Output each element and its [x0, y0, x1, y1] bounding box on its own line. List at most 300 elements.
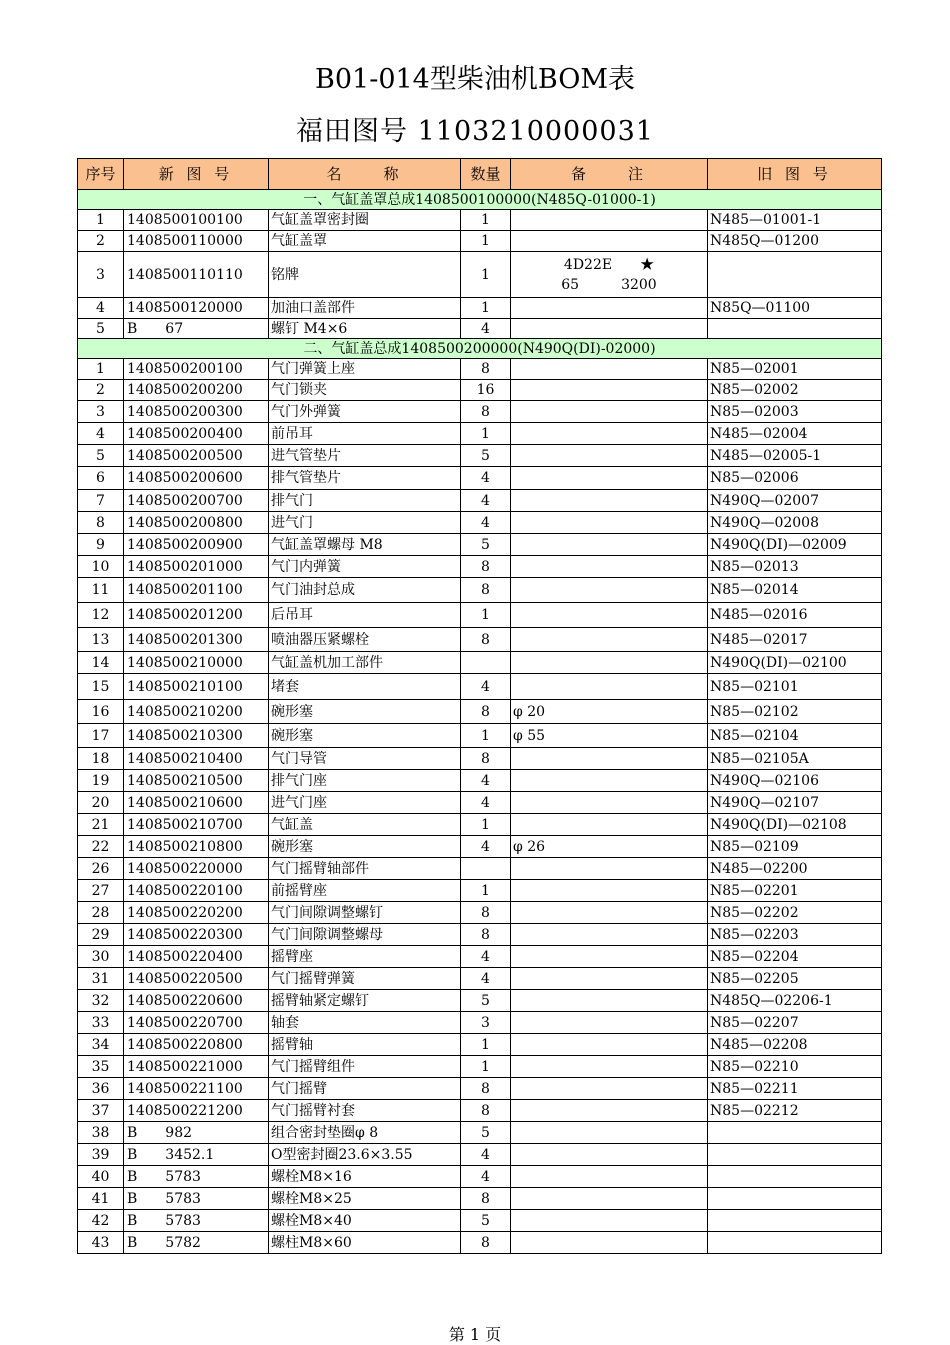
row-no: 43: [78, 1232, 124, 1254]
row-qty: 1: [461, 724, 511, 748]
row-no: 4: [78, 298, 124, 319]
table-row: [78, 836, 882, 858]
table-row: [78, 1188, 882, 1210]
header-new-drawing: 新 图 号: [124, 159, 269, 190]
row-old-drawing: N85—02109: [708, 836, 882, 858]
row-name: 气缸盖: [269, 814, 461, 836]
table-row: [78, 231, 882, 252]
row-qty: 8: [461, 902, 511, 924]
row-new-drawing: 1408500200700: [124, 490, 269, 512]
row-name: 堵套: [269, 674, 461, 700]
row-old-drawing: [708, 1122, 882, 1144]
row-no: 12: [78, 603, 124, 628]
row-new-drawing: 1408500220300: [124, 924, 269, 946]
page-number: 第 1 页: [448, 1325, 502, 1344]
row-old-drawing: N490Q—02008: [708, 512, 882, 534]
row-note: [511, 380, 708, 401]
row-no: 9: [78, 534, 124, 556]
row-new-drawing: 1408500201000: [124, 556, 269, 578]
row-no: 4: [78, 423, 124, 445]
row-new-drawing: 1408500220700: [124, 1012, 269, 1034]
row-new-drawing: 1408500221000: [124, 1056, 269, 1078]
row-name: 气门摇臂弹簧: [269, 968, 461, 990]
row-note: [511, 1166, 708, 1188]
row-note: [511, 578, 708, 603]
table-row: [78, 1056, 882, 1078]
row-no: 7: [78, 490, 124, 512]
row-qty: 16: [461, 380, 511, 401]
table-row: [78, 1232, 882, 1254]
row-name: 碗形塞: [269, 836, 461, 858]
row-name: 后吊耳: [269, 603, 461, 628]
row-no: 29: [78, 924, 124, 946]
row-no: 18: [78, 748, 124, 770]
row-old-drawing: N485—02208: [708, 1034, 882, 1056]
row-no: 21: [78, 814, 124, 836]
row-note: [511, 603, 708, 628]
row-new-drawing: 1408500201200: [124, 603, 269, 628]
row-new-drawing: 1408500210200: [124, 700, 269, 724]
row-no: 8: [78, 512, 124, 534]
row-note: [511, 990, 708, 1012]
row-new-drawing: 1408500220600: [124, 990, 269, 1012]
row-qty: 4: [461, 1166, 511, 1188]
row-no: 2: [78, 231, 124, 252]
row-no: 10: [78, 556, 124, 578]
row-no: 11: [78, 578, 124, 603]
row-new-drawing: 1408500200100: [124, 359, 269, 380]
row-old-drawing: [708, 319, 882, 339]
row-note: [511, 1012, 708, 1034]
row-new-drawing: 1408500210400: [124, 748, 269, 770]
row-qty: 8: [461, 748, 511, 770]
row-qty: 4: [461, 946, 511, 968]
row-name: 气门摇臂衬套: [269, 1100, 461, 1122]
row-qty: 1: [461, 252, 511, 298]
row-old-drawing: N85—02104: [708, 724, 882, 748]
row-name: 排气门座: [269, 770, 461, 792]
row-new-drawing: 1408500200900: [124, 534, 269, 556]
row-note: [511, 652, 708, 674]
row-old-drawing: N485—02005-1: [708, 445, 882, 467]
row-name: 加油口盖部件: [269, 298, 461, 319]
row-name: 螺柱M8×60: [269, 1232, 461, 1254]
table-row: [78, 401, 882, 423]
row-note: φ 55: [511, 724, 708, 748]
row-old-drawing: N490Q(DI)—02100: [708, 652, 882, 674]
row-note: [511, 401, 708, 423]
table-row: [78, 423, 882, 445]
row-note: [511, 1078, 708, 1100]
row-new-drawing: B 5783: [124, 1166, 269, 1188]
row-name: 摇臂轴: [269, 1034, 461, 1056]
row-new-drawing: 1408500220100: [124, 880, 269, 902]
table-row: [78, 490, 882, 512]
row-qty: 8: [461, 401, 511, 423]
row-name: 摇臂轴紧定螺钉: [269, 990, 461, 1012]
row-old-drawing: [708, 1232, 882, 1254]
row-qty: 4: [461, 836, 511, 858]
row-note: [511, 231, 708, 252]
row-new-drawing: 1408500210700: [124, 814, 269, 836]
row-no: 34: [78, 1034, 124, 1056]
row-old-drawing: N85—02212: [708, 1100, 882, 1122]
table-row: [78, 1210, 882, 1232]
row-qty: 8: [461, 1188, 511, 1210]
row-qty: 8: [461, 556, 511, 578]
note-line-2: 65 3200: [561, 276, 657, 293]
row-note: φ 20: [511, 700, 708, 724]
row-name: 轴套: [269, 1012, 461, 1034]
row-old-drawing: N485—02004: [708, 423, 882, 445]
row-old-drawing: [708, 1210, 882, 1232]
row-no: 5: [78, 319, 124, 339]
row-old-drawing: N85—02013: [708, 556, 882, 578]
row-no: 3: [78, 401, 124, 423]
row-name: 气缸盖罩螺母 M8: [269, 534, 461, 556]
row-qty: 4: [461, 467, 511, 490]
document-title: B01-014型柴油机BOM表: [315, 64, 635, 95]
table-body: [78, 190, 882, 1254]
header-no: 序号: [78, 159, 124, 190]
row-old-drawing: [708, 252, 882, 298]
row-name: 进气门: [269, 512, 461, 534]
table-row: [78, 380, 882, 401]
table-row: [78, 858, 882, 880]
row-new-drawing: B 3452.1: [124, 1144, 269, 1166]
row-old-drawing: N85—02204: [708, 946, 882, 968]
row-name: 碗形塞: [269, 724, 461, 748]
row-no: 30: [78, 946, 124, 968]
row-qty: 1: [461, 210, 511, 231]
row-old-drawing: N485Q—01200: [708, 231, 882, 252]
row-no: 39: [78, 1144, 124, 1166]
row-new-drawing: 1408500100100: [124, 210, 269, 231]
table-row: [78, 1144, 882, 1166]
row-qty: 1: [461, 1034, 511, 1056]
table-row: [78, 1122, 882, 1144]
row-new-drawing: 1408500200300: [124, 401, 269, 423]
row-no: 32: [78, 990, 124, 1012]
table-row: [78, 902, 882, 924]
row-name: 螺栓M8×16: [269, 1166, 461, 1188]
table-row: [78, 990, 882, 1012]
row-note: [511, 924, 708, 946]
table-row: [78, 556, 882, 578]
row-new-drawing: 1408500201100: [124, 578, 269, 603]
row-old-drawing: N485—01001-1: [708, 210, 882, 231]
table-row: [78, 628, 882, 652]
row-qty: 4: [461, 319, 511, 339]
row-old-drawing: N485—02017: [708, 628, 882, 652]
row-new-drawing: 1408500200500: [124, 445, 269, 467]
row-note: [511, 880, 708, 902]
row-old-drawing: N490Q(DI)—02108: [708, 814, 882, 836]
row-old-drawing: N85—02203: [708, 924, 882, 946]
table-row: [78, 946, 882, 968]
table-row: [78, 770, 882, 792]
bom-table: [77, 158, 882, 1254]
table-row: [78, 674, 882, 700]
row-no: 5: [78, 445, 124, 467]
row-new-drawing: 1408500220800: [124, 1034, 269, 1056]
row-name: 气门导管: [269, 748, 461, 770]
row-no: 36: [78, 1078, 124, 1100]
row-qty: 1: [461, 231, 511, 252]
row-no: 2: [78, 380, 124, 401]
table-row: [78, 512, 882, 534]
row-name: 进气管垫片: [269, 445, 461, 467]
row-no: 35: [78, 1056, 124, 1078]
row-note: [511, 628, 708, 652]
row-no: 13: [78, 628, 124, 652]
row-name: 气门摇臂组件: [269, 1056, 461, 1078]
row-new-drawing: 1408500110000: [124, 231, 269, 252]
table-row: [78, 1012, 882, 1034]
table-row: [78, 1100, 882, 1122]
row-qty: 5: [461, 1122, 511, 1144]
row-note: [511, 1210, 708, 1232]
row-qty: 1: [461, 1056, 511, 1078]
section-title: 二、气缸盖总成1408500200000(N490Q(DI)-02000): [78, 339, 882, 359]
row-old-drawing: [708, 1188, 882, 1210]
row-note: [511, 814, 708, 836]
row-note: [511, 490, 708, 512]
row-no: 6: [78, 467, 124, 490]
row-note: [511, 858, 708, 880]
row-note: [511, 252, 708, 298]
row-new-drawing: 1408500200400: [124, 423, 269, 445]
row-name: 摇臂座: [269, 946, 461, 968]
table-row: [78, 814, 882, 836]
table-row: [78, 578, 882, 603]
row-name: 气门油封总成: [269, 578, 461, 603]
table-row: [78, 467, 882, 490]
row-qty: 8: [461, 628, 511, 652]
table-row: [78, 968, 882, 990]
section-header-row: [78, 190, 882, 210]
table-row: [78, 534, 882, 556]
row-qty: 4: [461, 512, 511, 534]
row-note: [511, 1056, 708, 1078]
row-new-drawing: B 982: [124, 1122, 269, 1144]
row-new-drawing: 1408500200600: [124, 467, 269, 490]
row-name: 气门内弹簧: [269, 556, 461, 578]
row-note: [511, 445, 708, 467]
row-no: 40: [78, 1166, 124, 1188]
table-row: [78, 210, 882, 231]
row-qty: 4: [461, 1144, 511, 1166]
table-row: [78, 252, 882, 298]
table-row: [78, 1166, 882, 1188]
row-no: 31: [78, 968, 124, 990]
row-no: 15: [78, 674, 124, 700]
row-new-drawing: 1408500210300: [124, 724, 269, 748]
row-old-drawing: N490Q—02007: [708, 490, 882, 512]
row-new-drawing: 1408500120000: [124, 298, 269, 319]
table-row: [78, 880, 882, 902]
row-old-drawing: [708, 1166, 882, 1188]
row-name: O型密封圈23.6×3.55: [269, 1144, 461, 1166]
row-note: [511, 792, 708, 814]
header-note: 备 注: [511, 159, 708, 190]
table-row: [78, 319, 882, 339]
row-note: [511, 319, 708, 339]
row-old-drawing: N485—02200: [708, 858, 882, 880]
row-qty: 1: [461, 603, 511, 628]
row-note: [511, 1232, 708, 1254]
row-qty: 1: [461, 298, 511, 319]
row-qty: 4: [461, 968, 511, 990]
row-name: 螺钉 M4×6: [269, 319, 461, 339]
row-note: [511, 1144, 708, 1166]
row-no: 17: [78, 724, 124, 748]
row-name: 排气门: [269, 490, 461, 512]
row-no: 38: [78, 1122, 124, 1144]
row-old-drawing: N85—02002: [708, 380, 882, 401]
row-old-drawing: N485—02016: [708, 603, 882, 628]
row-no: 42: [78, 1210, 124, 1232]
row-new-drawing: 1408500110110: [124, 252, 269, 298]
row-qty: 4: [461, 490, 511, 512]
row-qty: [461, 858, 511, 880]
row-qty: 5: [461, 990, 511, 1012]
table-row: [78, 1034, 882, 1056]
row-note: φ 26: [511, 836, 708, 858]
row-no: 19: [78, 770, 124, 792]
row-old-drawing: N85—02207: [708, 1012, 882, 1034]
row-old-drawing: N85—02102: [708, 700, 882, 724]
table-row: [78, 724, 882, 748]
row-qty: 1: [461, 814, 511, 836]
row-qty: 8: [461, 700, 511, 724]
row-new-drawing: 1408500220000: [124, 858, 269, 880]
row-new-drawing: B 5783: [124, 1210, 269, 1232]
row-name: 喷油器压紧螺栓: [269, 628, 461, 652]
row-no: 37: [78, 1100, 124, 1122]
row-note: [511, 674, 708, 700]
row-old-drawing: N85Q—01100: [708, 298, 882, 319]
row-name: 气门摇臂: [269, 1078, 461, 1100]
row-name: 前摇臂座: [269, 880, 461, 902]
row-old-drawing: N485Q—02206-1: [708, 990, 882, 1012]
row-no: 22: [78, 836, 124, 858]
row-old-drawing: N490Q(DI)—02009: [708, 534, 882, 556]
row-name: 排气管垫片: [269, 467, 461, 490]
section-title: 一、气缸盖罩总成1408500100000(N485Q-01000-1): [78, 190, 882, 210]
row-name: 气门锁夹: [269, 380, 461, 401]
row-new-drawing: B 67: [124, 319, 269, 339]
row-qty: 5: [461, 445, 511, 467]
row-new-drawing: 1408500221200: [124, 1100, 269, 1122]
row-old-drawing: N85—02105A: [708, 748, 882, 770]
row-new-drawing: 1408500200200: [124, 380, 269, 401]
table-row: [78, 652, 882, 674]
row-qty: 5: [461, 534, 511, 556]
row-old-drawing: N85—02101: [708, 674, 882, 700]
row-note: [511, 210, 708, 231]
row-note: [511, 946, 708, 968]
row-new-drawing: 1408500220400: [124, 946, 269, 968]
table-row: [78, 924, 882, 946]
row-name: 气门外弹簧: [269, 401, 461, 423]
row-old-drawing: N85—02003: [708, 401, 882, 423]
row-new-drawing: 1408500200800: [124, 512, 269, 534]
row-old-drawing: N85—02202: [708, 902, 882, 924]
row-name: 气门弹簧上座: [269, 359, 461, 380]
row-qty: 8: [461, 578, 511, 603]
row-qty: 4: [461, 770, 511, 792]
row-qty: 3: [461, 1012, 511, 1034]
row-qty: 1: [461, 423, 511, 445]
row-qty: 8: [461, 1078, 511, 1100]
row-no: 3: [78, 252, 124, 298]
row-new-drawing: 1408500201300: [124, 628, 269, 652]
row-no: 26: [78, 858, 124, 880]
row-new-drawing: 1408500221100: [124, 1078, 269, 1100]
row-name: 组合密封垫圈φ 8: [269, 1122, 461, 1144]
row-no: 1: [78, 359, 124, 380]
row-new-drawing: 1408500210600: [124, 792, 269, 814]
row-qty: 1: [461, 880, 511, 902]
row-note: [511, 423, 708, 445]
row-no: 20: [78, 792, 124, 814]
row-note: [511, 1122, 708, 1144]
row-old-drawing: [708, 1144, 882, 1166]
row-name: 气缸盖罩密封圈: [269, 210, 461, 231]
table-row: [78, 603, 882, 628]
table-row: [78, 445, 882, 467]
table-row: [78, 298, 882, 319]
table-header-row: [78, 159, 882, 190]
row-new-drawing: 1408500220200: [124, 902, 269, 924]
row-no: 14: [78, 652, 124, 674]
section-header-row: [78, 339, 882, 359]
row-qty: 5: [461, 1210, 511, 1232]
row-qty: 4: [461, 674, 511, 700]
row-old-drawing: N85—02205: [708, 968, 882, 990]
row-qty: 4: [461, 792, 511, 814]
row-qty: 8: [461, 924, 511, 946]
row-note: [511, 968, 708, 990]
row-note: [511, 556, 708, 578]
row-no: 27: [78, 880, 124, 902]
row-no: 41: [78, 1188, 124, 1210]
row-new-drawing: 1408500210500: [124, 770, 269, 792]
row-old-drawing: N85—02211: [708, 1078, 882, 1100]
row-note: [511, 534, 708, 556]
row-note: [511, 748, 708, 770]
row-new-drawing: 1408500210100: [124, 674, 269, 700]
header-old-drawing: 旧 图 号: [708, 159, 882, 190]
row-new-drawing: 1408500210000: [124, 652, 269, 674]
header-qty: 数量: [461, 159, 511, 190]
header-name: 名 称: [269, 159, 461, 190]
row-new-drawing: 1408500220500: [124, 968, 269, 990]
row-old-drawing: N85—02210: [708, 1056, 882, 1078]
row-note: [511, 770, 708, 792]
row-note: [511, 298, 708, 319]
row-old-drawing: N85—02001: [708, 359, 882, 380]
row-old-drawing: N490Q—02106: [708, 770, 882, 792]
row-qty: 8: [461, 359, 511, 380]
row-name: 螺栓M8×25: [269, 1188, 461, 1210]
row-old-drawing: N85—02006: [708, 467, 882, 490]
table-row: [78, 700, 882, 724]
table-row: [78, 359, 882, 380]
table-row: [78, 1078, 882, 1100]
row-new-drawing: B 5782: [124, 1232, 269, 1254]
